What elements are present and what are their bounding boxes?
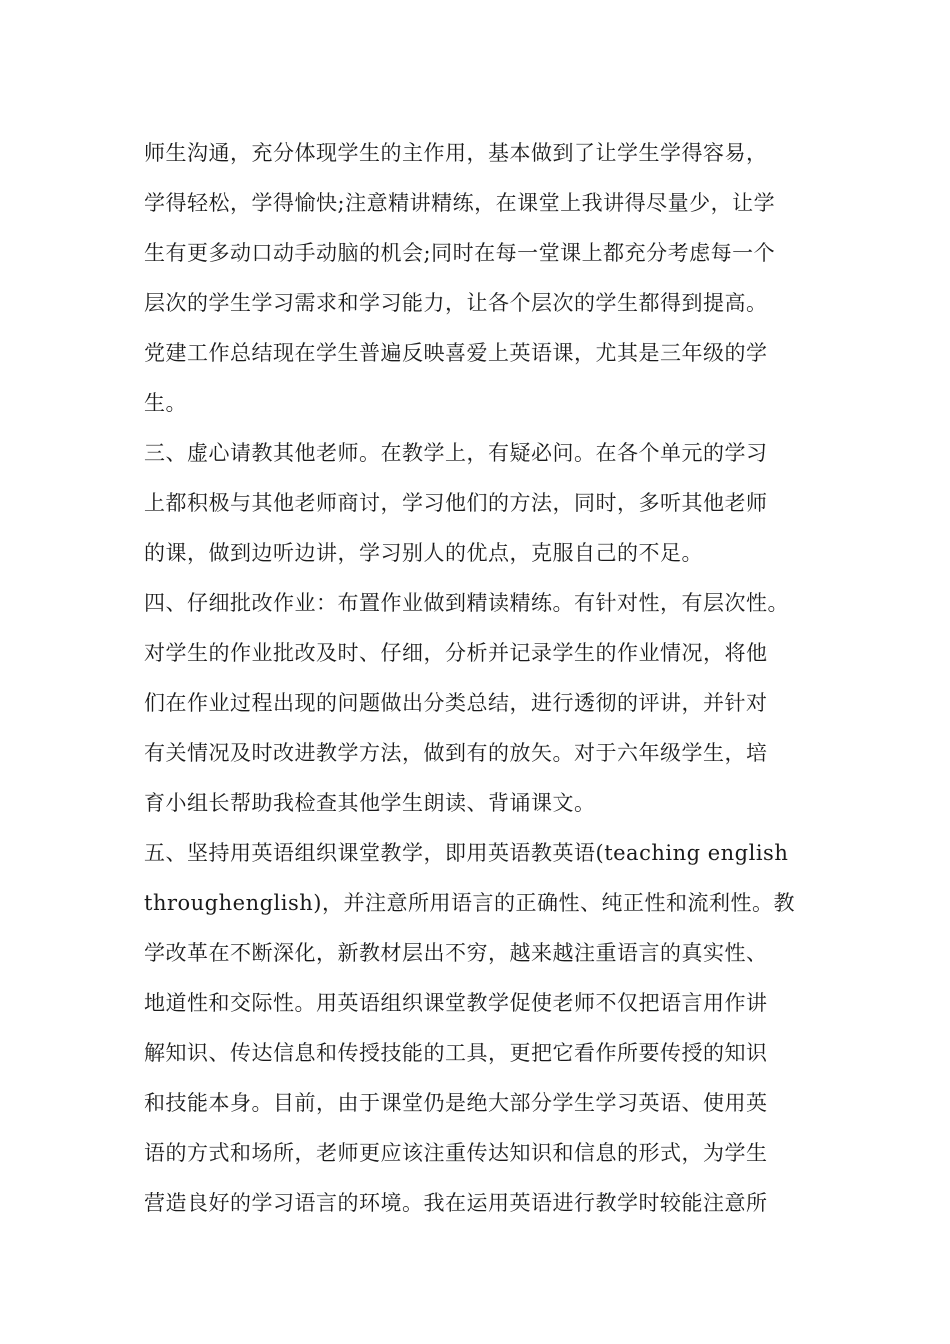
text-line: 四、仔细批改作业：布置作业做到精读精练。有针对性，有层次性。 xyxy=(144,591,789,615)
text-line: throughenglish)，并注意所用语言的正确性、纯正性和流利性。教 xyxy=(144,891,795,915)
text-line: 学得轻松，学得愉快;注意精讲精练，在课堂上我讲得尽量少，让学 xyxy=(144,191,776,215)
text-line: 和技能本身。目前，由于课堂仍是绝大部分学生学习英语、使用英 xyxy=(144,1091,768,1115)
text-line: 对学生的作业批改及时、仔细，分析并记录学生的作业情况，将他 xyxy=(144,641,768,665)
text-line: 解知识、传达信息和传授技能的工具，更把它看作所要传授的知识 xyxy=(144,1041,768,1065)
text-line: 们在作业过程出现的问题做出分类总结，进行透彻的评讲，并针对 xyxy=(144,691,768,715)
body-text xyxy=(144,128,844,1228)
text-line: 育小组长帮助我检查其他学生朗读、背诵课文。 xyxy=(144,791,596,815)
text-line: 生。 xyxy=(144,391,187,415)
text-line: 三、虚心请教其他老师。在教学上，有疑必问。在各个单元的学习 xyxy=(144,441,768,465)
text-line: 五、坚持用英语组织课堂教学，即用英语教英语(teaching english xyxy=(144,841,789,865)
text-line: 的课，做到边听边讲，学习别人的优点，克服自己的不足。 xyxy=(144,541,703,565)
text-line: 学改革在不断深化，新教材层出不穷，越来越注重语言的真实性、 xyxy=(144,941,768,965)
text-line: 营造良好的学习语言的环境。我在运用英语进行教学时较能注意所 xyxy=(144,1191,768,1215)
text-line: 有关情况及时改进教学方法，做到有的放矢。对于六年级学生，培 xyxy=(144,741,768,765)
text-line: 党建工作总结现在学生普遍反映喜爱上英语课，尤其是三年级的学 xyxy=(144,341,768,365)
text-line: 语的方式和场所，老师更应该注重传达知识和信息的形式，为学生 xyxy=(144,1141,768,1165)
text-line: 层次的学生学习需求和学习能力，让各个层次的学生都得到提高。 xyxy=(144,291,768,315)
text-line: 上都积极与其他老师商讨，学习他们的方法，同时，多听其他老师 xyxy=(144,491,768,515)
text-line: 生有更多动口动手动脑的机会;同时在每一堂课上都充分考虑每一个 xyxy=(144,241,776,265)
text-line: 地道性和交际性。用英语组织课堂教学促使老师不仅把语言用作讲 xyxy=(144,991,768,1015)
text-line: 师生沟通，充分体现学生的主作用，基本做到了让学生学得容易， xyxy=(144,141,768,165)
